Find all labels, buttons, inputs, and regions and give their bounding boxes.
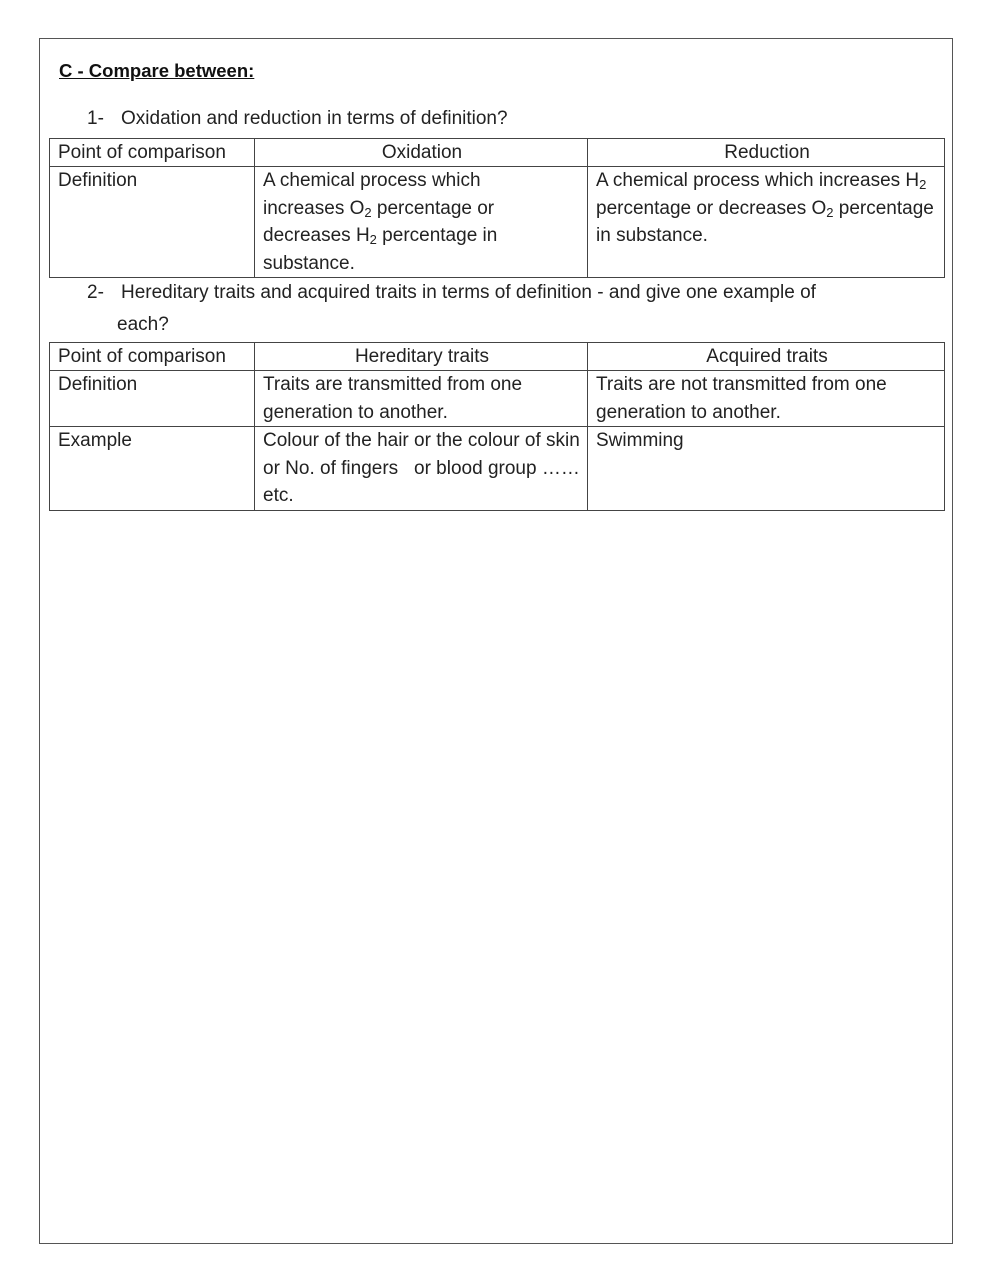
oxidation-definition: A chemical process which increases $O_2$ percentage or decreases $H_2$ percentage in substance. <box>255 167 588 278</box>
hereditary-example: Colour of the hair or the colour of skin or No. of fingers or blood group ……etc. <box>255 427 588 511</box>
section-title: C - Compare between: <box>59 60 255 81</box>
header-acquired-traits: Acquired traits <box>588 343 945 371</box>
reduction-definition: A chemical process which increases $H_2$ percentage or decreases $O_2$ percentage in substance. <box>588 167 945 278</box>
table-header-row <box>50 343 945 371</box>
question-2 <box>87 279 816 307</box>
table-row <box>50 371 945 427</box>
acquired-example: Swimming <box>588 427 945 511</box>
question-2-number: 2- <box>87 282 104 303</box>
acquired-definition: Traits are not transmitted from one generation to another. <box>588 371 945 427</box>
header-point-of-comparison: Point of comparison <box>50 139 255 167</box>
header-oxidation: Oxidation <box>255 139 588 167</box>
table-row <box>50 427 945 511</box>
header-hereditary-traits: Hereditary traits <box>255 343 588 371</box>
table-row <box>50 167 945 278</box>
header-reduction: Reduction <box>588 139 945 167</box>
oxidation-reduction-table <box>49 138 945 278</box>
header-point-of-comparison: Point of comparison <box>50 343 255 371</box>
question-2-line2: each? <box>117 314 169 335</box>
question-2-text-line1: Hereditary traits and acquired traits in terms of definition - and give one example of <box>121 282 816 303</box>
row-label-example: Example <box>50 427 255 511</box>
hereditary-definition: Traits are transmitted from one generation to another. <box>255 371 588 427</box>
question-1 <box>87 105 508 133</box>
traits-table <box>49 342 945 511</box>
question-1-text: Oxidation and reduction in terms of definition? <box>121 108 508 129</box>
table-header-row <box>50 139 945 167</box>
question-1-number: 1- <box>87 108 104 129</box>
row-label-definition: Definition <box>50 371 255 427</box>
row-label-definition: Definition <box>50 167 255 278</box>
